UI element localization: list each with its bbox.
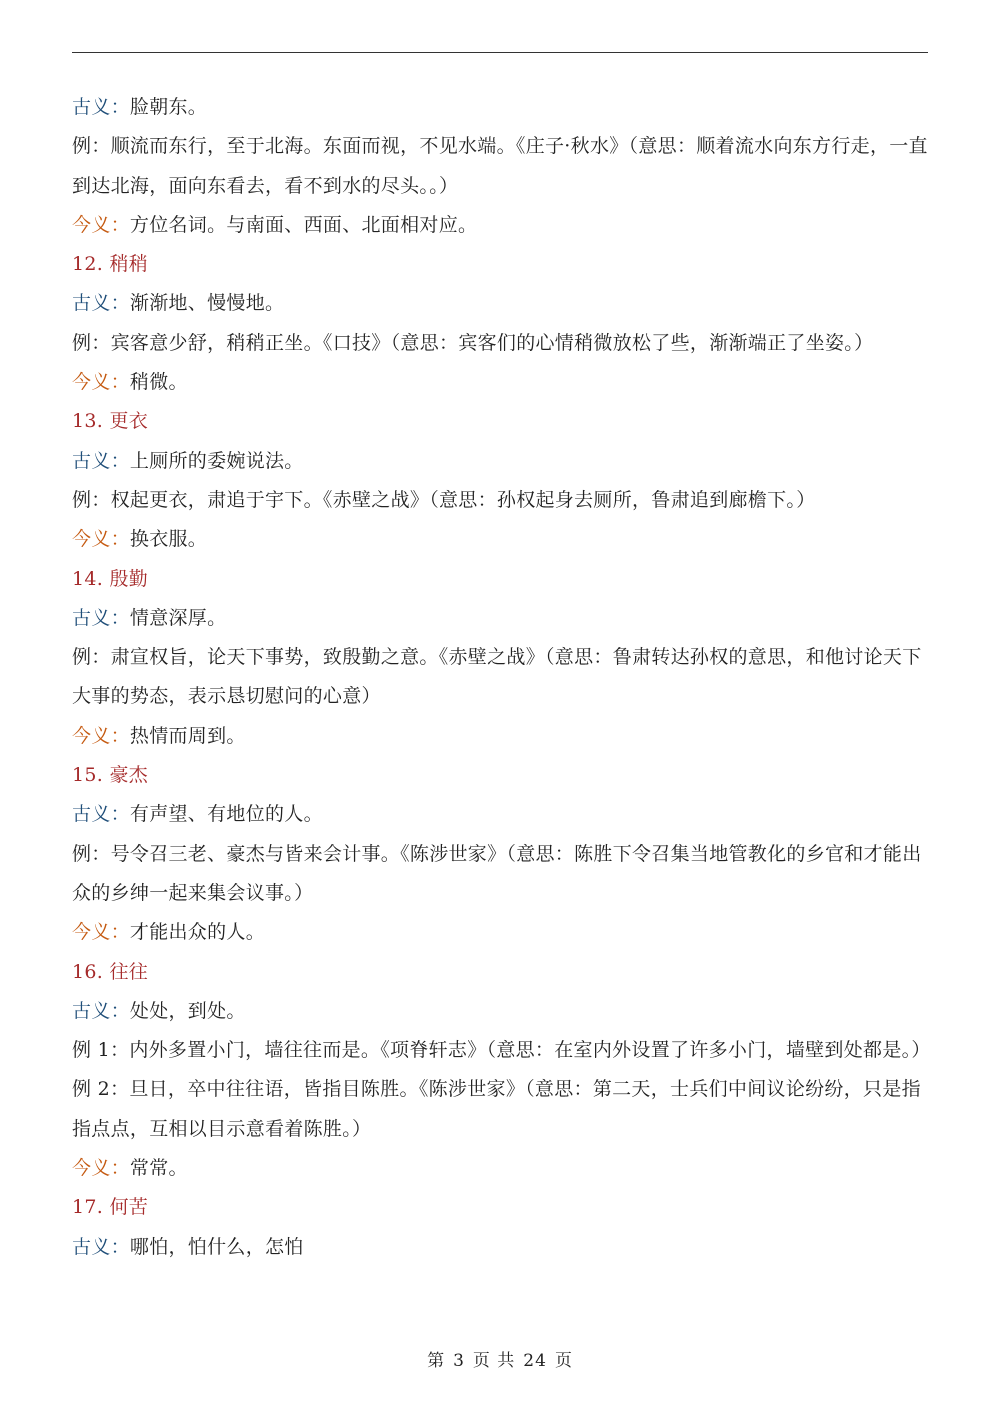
example-line: 例：肃宣权旨，论天下事势，致殷勤之意。《赤壁之战》（意思：鲁肃转达孙权的意思，和他讨论天下大事的势态，表示恳切慰问的心意） xyxy=(72,646,922,708)
jin-text: 稍微。 xyxy=(129,371,188,394)
example-line: 例：权起更衣，肃追于宇下。《赤壁之战》（意思：孙权起身去厕所，鲁肃追到廊檐下。） xyxy=(72,488,816,511)
jin-label: 今义： xyxy=(72,528,130,551)
gu-label: 古义： xyxy=(72,1235,130,1258)
gu-text: 处处，到处。 xyxy=(129,999,246,1022)
example-line: 例 2：旦日，卒中往往语，皆指目陈胜。《陈涉世家》（意思：第二天，士兵们中间议论纷纷，只是指指点点，互相以目示意看着陈胜。） xyxy=(72,1078,921,1140)
example-line: 例 1：内外多置小门，墙往往而是。《项脊轩志》（意思：在室内外设置了许多小门，墙壁到处都是。） xyxy=(72,1039,931,1062)
gu-text: 情意深厚。 xyxy=(129,606,227,629)
jin-line xyxy=(72,363,928,402)
gu-label: 古义： xyxy=(72,96,130,118)
jin-line xyxy=(72,520,928,559)
jin-text: 换衣服。 xyxy=(129,528,208,551)
jin-text: 才能出众的人。 xyxy=(129,921,266,944)
gu-label: 古义： xyxy=(72,292,130,315)
jin-text: 方位名词。与南面、西面、北面相对应。 xyxy=(129,213,478,236)
example-line: 例：宾客意少舒，稍稍正坐。《口技》（意思：宾客们的心情稍微放松了些，渐渐端正了坐姿。） xyxy=(72,331,874,354)
gu-text: 脸朝东。 xyxy=(129,96,208,118)
gu-label: 古义： xyxy=(72,449,130,472)
gu-line xyxy=(72,284,928,323)
gu-line xyxy=(72,442,928,481)
jin-label: 今义： xyxy=(72,213,130,236)
jin-label: 今义： xyxy=(72,724,130,747)
gu-line xyxy=(72,1228,928,1267)
entry-heading-12: 12. 稍稍 xyxy=(72,253,149,276)
gu-text: 渐渐地、慢慢地。 xyxy=(129,292,285,315)
entry-heading-17: 17. 何苦 xyxy=(72,1196,149,1219)
entry-heading-14: 14. 殷勤 xyxy=(72,567,149,590)
gu-label: 古义： xyxy=(72,606,130,629)
page-footer xyxy=(0,1346,1000,1371)
footer-middle: 页 共 xyxy=(472,1351,516,1371)
footer-prefix: 第 xyxy=(427,1351,446,1371)
jin-label: 今义： xyxy=(72,371,130,394)
jin-text: 常常。 xyxy=(129,1157,188,1180)
jin-label: 今义： xyxy=(72,921,130,944)
page-total: 24 xyxy=(523,1351,547,1371)
gu-line xyxy=(72,88,928,127)
gu-label: 古义： xyxy=(72,803,130,826)
header-rule xyxy=(72,52,928,53)
gu-text: 上厕所的委婉说法。 xyxy=(129,449,304,472)
page-number: 3 xyxy=(453,1351,465,1371)
entry-heading-16: 16. 往往 xyxy=(72,960,149,983)
gu-line xyxy=(72,992,928,1031)
footer-suffix: 页 xyxy=(554,1351,573,1371)
jin-line xyxy=(72,1149,928,1188)
jin-line xyxy=(72,913,928,952)
jin-line xyxy=(72,206,928,245)
document-body xyxy=(72,88,931,1267)
gu-line xyxy=(72,599,928,638)
example-line: 例：号令召三老、豪杰与皆来会计事。《陈涉世家》（意思：陈胜下令召集当地管教化的乡官和才能出众的乡绅一起来集会议事。） xyxy=(72,842,922,904)
gu-text: 有声望、有地位的人。 xyxy=(129,803,323,826)
jin-label: 今义： xyxy=(72,1157,130,1180)
entry-heading-13: 13. 更衣 xyxy=(72,410,149,433)
jin-line xyxy=(72,717,928,756)
gu-line xyxy=(72,795,928,834)
example-line: 例：顺流而东行，至于北海。东面而视，不见水端。《庄子·秋水》（意思：顺着流水向东方行走，一直到达北海，面向东看去，看不到水的尽头。。） xyxy=(72,135,928,197)
gu-text: 哪怕，怕什么，怎怕 xyxy=(129,1235,304,1258)
gu-label: 古义： xyxy=(72,999,130,1022)
entry-heading-15: 15. 豪杰 xyxy=(72,764,149,787)
jin-text: 热情而周到。 xyxy=(129,724,246,747)
